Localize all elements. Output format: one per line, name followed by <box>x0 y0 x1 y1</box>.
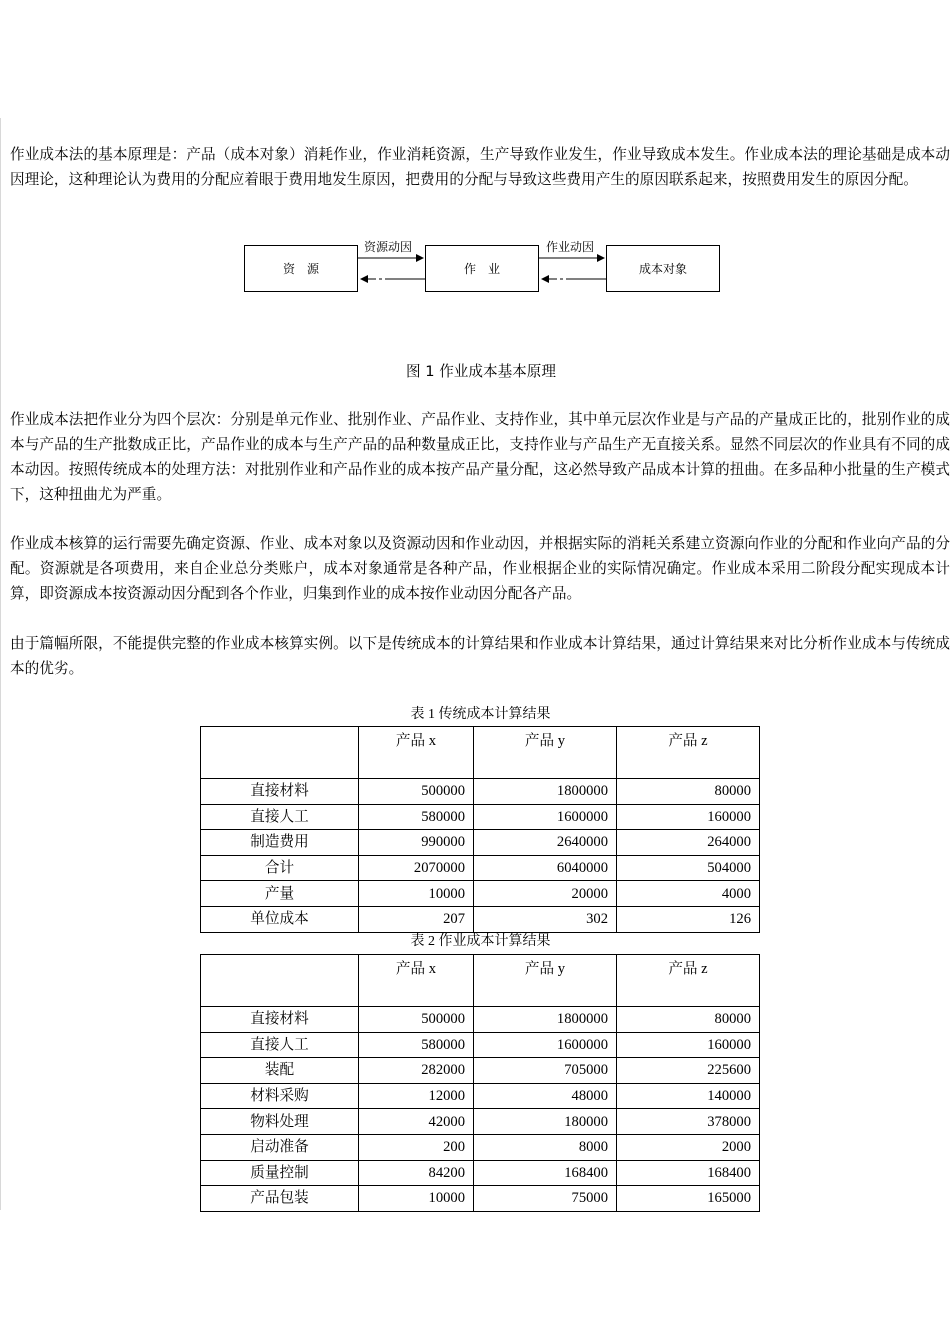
activity-cost-table <box>200 954 760 1212</box>
value-cell: 165000 <box>617 1186 760 1212</box>
value-cell: 126 <box>617 906 760 932</box>
table-row <box>201 881 760 907</box>
table-row <box>201 1007 760 1033</box>
table-row <box>201 1160 760 1186</box>
row-label: 直接材料 <box>201 1007 359 1033</box>
table-row <box>201 1186 760 1212</box>
header-blank-cell <box>201 955 359 1007</box>
value-cell: 990000 <box>359 830 474 856</box>
table2-caption: 表 2 作业成本计算结果 <box>410 934 551 949</box>
value-cell: 1800000 <box>474 1007 617 1033</box>
value-cell: 6040000 <box>474 855 617 881</box>
value-cell: 8000 <box>474 1134 617 1160</box>
value-cell: 2640000 <box>474 830 617 856</box>
row-label: 直接材料 <box>201 779 359 805</box>
table-row <box>201 804 760 830</box>
value-cell: 1600000 <box>474 804 617 830</box>
value-cell: 42000 <box>359 1109 474 1135</box>
table-row <box>201 1109 760 1135</box>
value-cell: 705000 <box>474 1058 617 1084</box>
table-row <box>201 1058 760 1084</box>
header-blank-cell <box>201 727 359 779</box>
value-cell: 580000 <box>359 804 474 830</box>
column-header: 产品 x <box>359 955 474 1007</box>
value-cell: 48000 <box>474 1083 617 1109</box>
row-label: 直接人工 <box>201 804 359 830</box>
value-cell: 1800000 <box>474 779 617 805</box>
column-header: 产品 z <box>617 955 760 1007</box>
value-cell: 378000 <box>617 1109 760 1135</box>
value-cell: 4000 <box>617 881 760 907</box>
row-label: 装配 <box>201 1058 359 1084</box>
value-cell: 282000 <box>359 1058 474 1084</box>
value-cell: 207 <box>359 906 474 932</box>
paragraph-principle: 作业成本法的基本原理是：产品（成本对象）消耗作业，作业消耗资源，生产导致作业发生，作业导致成本发生。作业成本法的理论基础是成本动因理论，这种理论认为费用的分配应着眼于费用地发生原因，把费用的分配与导致这些费用产生的原因联系起来，按照费用发生的原因分配。 <box>10 146 950 188</box>
column-header: 产品 z <box>617 727 760 779</box>
header-row <box>201 955 760 1007</box>
value-cell: 80000 <box>617 1007 760 1033</box>
value-cell: 1600000 <box>474 1032 617 1058</box>
value-cell: 2070000 <box>359 855 474 881</box>
resource-driver-label: 资源动因 <box>364 240 413 254</box>
row-label: 材料采购 <box>201 1083 359 1109</box>
row-label: 质量控制 <box>201 1160 359 1186</box>
value-cell: 168400 <box>617 1160 760 1186</box>
table1-caption: 表 1 传统成本计算结果 <box>410 707 551 722</box>
value-cell: 302 <box>474 906 617 932</box>
header-row <box>201 727 760 779</box>
value-cell: 160000 <box>617 804 760 830</box>
value-cell: 200 <box>359 1134 474 1160</box>
column-header: 产品 x <box>359 727 474 779</box>
column-header: 产品 y <box>474 955 617 1007</box>
figure-caption: 图 1 作业成本基本原理 <box>406 363 556 380</box>
value-cell: 20000 <box>474 881 617 907</box>
value-cell: 580000 <box>359 1032 474 1058</box>
paragraph-comparison-intro: 由于篇幅所限，不能提供完整的作业成本核算实例。以下是传统成本的计算结果和作业成本计算结果，通过计算结果来对比分析作业成本与传统成本的优劣。 <box>10 635 950 677</box>
traditional-cost-table <box>200 726 760 933</box>
row-label: 单位成本 <box>201 906 359 932</box>
value-cell: 500000 <box>359 779 474 805</box>
value-cell: 180000 <box>474 1109 617 1135</box>
row-label: 合计 <box>201 855 359 881</box>
value-cell: 500000 <box>359 1007 474 1033</box>
value-cell: 160000 <box>617 1032 760 1058</box>
value-cell: 504000 <box>617 855 760 881</box>
resource-box: 资源 <box>244 245 358 292</box>
table-row <box>201 1083 760 1109</box>
column-header: 产品 y <box>474 727 617 779</box>
row-label: 产品包装 <box>201 1186 359 1212</box>
value-cell: 225600 <box>617 1058 760 1084</box>
value-cell: 140000 <box>617 1083 760 1109</box>
row-label: 制造费用 <box>201 830 359 856</box>
row-label: 物料处理 <box>201 1109 359 1135</box>
paragraph-activity-levels: 作业成本法把作业分为四个层次：分别是单元作业、批别作业、产品作业、支持作业，其中单元层次作业是与产品的产量成正比的，批别作业的成本与产品的生产批数成正比，产品作业的成本与生产产品的品种数量成正比，支持作业与产品生产无直接关系。显然不同层次的作业具有不同的成本动因。按照传统成本的处理方法：对批别作业和产品作业的成本按产品产量分配，这必然导致产品成本计算的扭曲。在多品种小批量的生产模式下，这种扭曲尤为严重。 <box>10 411 950 503</box>
cost-object-box: 成本对象 <box>606 245 720 292</box>
table-row <box>201 779 760 805</box>
value-cell: 168400 <box>474 1160 617 1186</box>
value-cell: 10000 <box>359 1186 474 1212</box>
table-row <box>201 1134 760 1160</box>
value-cell: 75000 <box>474 1186 617 1212</box>
value-cell: 80000 <box>617 779 760 805</box>
value-cell: 84200 <box>359 1160 474 1186</box>
value-cell: 10000 <box>359 881 474 907</box>
value-cell: 264000 <box>617 830 760 856</box>
table-row <box>201 855 760 881</box>
activity-box: 作业 <box>425 245 539 292</box>
table-row <box>201 830 760 856</box>
row-label: 直接人工 <box>201 1032 359 1058</box>
row-label: 产量 <box>201 881 359 907</box>
table-row <box>201 906 760 932</box>
table-row <box>201 1032 760 1058</box>
value-cell: 12000 <box>359 1083 474 1109</box>
paragraph-accounting-process: 作业成本核算的运行需要先确定资源、作业、成本对象以及资源动因和作业动因，并根据实际的消耗关系建立资源向作业的分配和作业向产品的分配。资源就是各项费用，来自企业总分类账户，成本对象通常是各种产品，作业根据企业的实际情况确定。作业成本采用二阶段分配实现成本计算，即资源成本按资源动因分配到各个作业，归集到作业的成本按作业动因分配各产品。 <box>10 535 950 602</box>
activity-driver-label: 作业动因 <box>546 240 595 254</box>
value-cell: 2000 <box>617 1134 760 1160</box>
row-label: 启动准备 <box>201 1134 359 1160</box>
